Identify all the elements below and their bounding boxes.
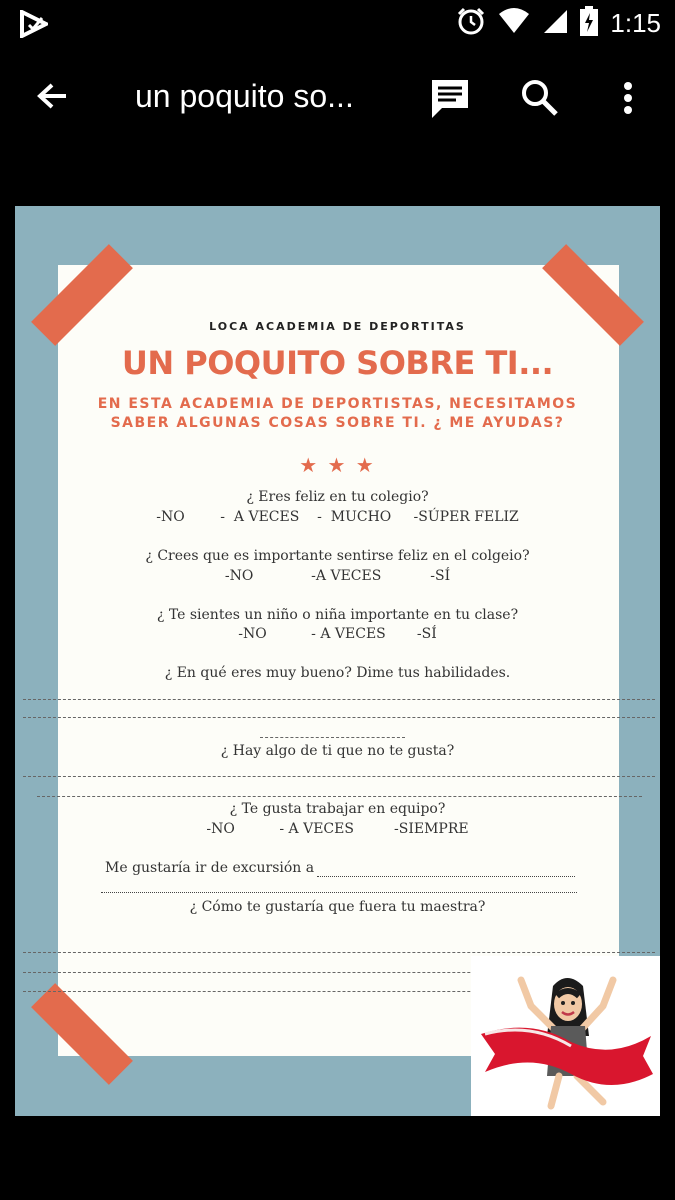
question-3: ¿ Te sientes un niño o niña importante en tu clase? — [156, 607, 519, 623]
back-arrow-icon[interactable] — [30, 76, 74, 120]
question-8: ¿ Cómo te gustaría que fuera tu maestra? — [189, 899, 486, 915]
question-6: ¿ Te gusta trabajar en equipo? — [229, 801, 446, 817]
alarm-icon — [456, 6, 486, 41]
subtitle-line-1: EN ESTA ACADEMIA DE DEPORTISTAS, NECESITAMOS — [97, 396, 578, 412]
question-4: ¿ En qué eres muy bueno? Dime tus habilidades. — [164, 665, 511, 681]
clock: 1:15 — [610, 8, 661, 38]
wifi-icon — [498, 8, 530, 39]
signal-icon — [542, 8, 568, 39]
battery-icon — [580, 6, 598, 41]
academy-name: LOCA ACADEMIA DE DEPORTITAS — [209, 320, 466, 333]
status-bar — [0, 0, 675, 48]
question-5: ¿ Hay algo de ti que no te gusta? — [220, 743, 455, 759]
question-1: ¿ Eres feliz en tu colegio? — [246, 489, 429, 505]
document-heading: UN POQUITO SOBRE TI... — [121, 344, 554, 382]
document-title: un poquito so... — [135, 78, 354, 114]
subtitle-line-2: SABER ALGUNAS COSAS SOBRE TI. ¿ ME AYUDAS? — [110, 415, 565, 431]
question-3-options: -NO - A VECES -SÍ — [238, 626, 437, 642]
stars-decoration: ★ ★ ★ — [299, 453, 376, 477]
answer-line — [23, 717, 655, 718]
answer-line — [23, 952, 655, 953]
notification-icon — [20, 10, 48, 43]
answer-line — [317, 876, 575, 877]
more-vert-icon[interactable] — [608, 76, 648, 120]
question-2: ¿ Crees que es importante sentirse feliz en el colgeio? — [145, 548, 530, 564]
answer-line — [23, 699, 655, 700]
question-7: Me gustaría ir de excursión a — [105, 860, 315, 876]
answer-line — [37, 796, 642, 797]
app-toolbar — [0, 48, 675, 148]
question-2-options: -NO -A VECES -SÍ — [224, 568, 451, 584]
search-icon[interactable] — [518, 76, 562, 120]
document-image — [15, 206, 660, 1116]
cartoon-sticker — [471, 956, 660, 1116]
paper-sheet — [58, 265, 619, 1056]
answer-line — [23, 776, 655, 777]
question-6-options: -NO - A VECES -SIEMPRE — [206, 821, 469, 837]
question-1-options: -NO - A VECES - MUCHO -SÚPER FELIZ — [156, 509, 519, 525]
answer-line — [260, 737, 405, 738]
comment-icon[interactable] — [428, 76, 472, 120]
answer-line — [101, 892, 577, 893]
